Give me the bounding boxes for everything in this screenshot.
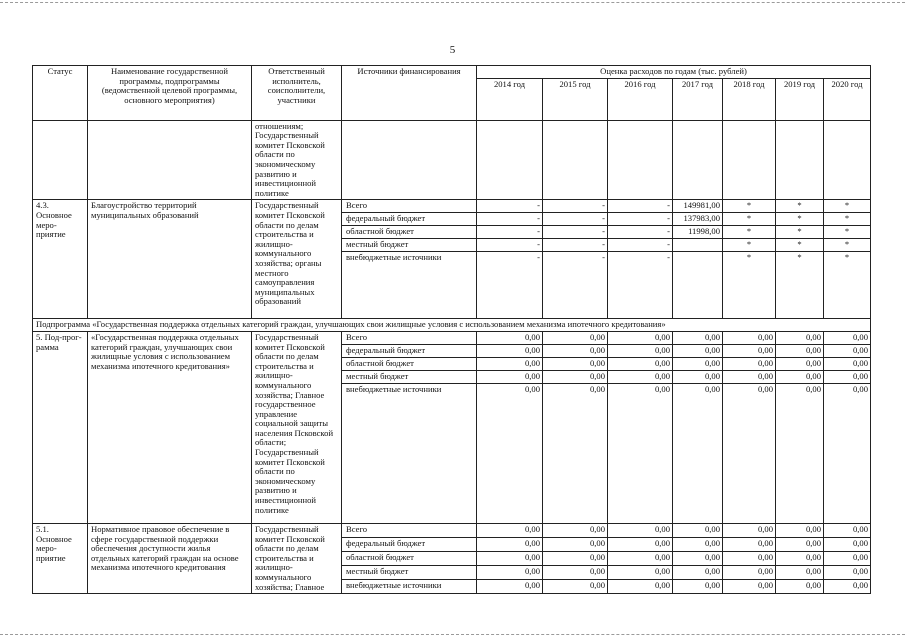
value-cell: 0,00 [608, 523, 673, 537]
value-cell: * [776, 200, 824, 213]
value-cell: * [723, 226, 776, 239]
cont-executor: отношениям; Государственный комитет Псковской области по экономическому развитию и инвестиционной политике [252, 120, 342, 200]
top-scan-edge [0, 2, 905, 3]
value-cell: 0,00 [673, 566, 723, 580]
value-cell: 0,00 [824, 331, 871, 344]
value-cell: * [824, 200, 871, 213]
value-cell: - [608, 252, 673, 319]
source-cell: внебюджетные источники [342, 580, 477, 594]
value-cell: 0,00 [477, 344, 543, 357]
value-cell: 0,00 [543, 537, 608, 551]
value-cell: * [723, 252, 776, 319]
value-cell: - [543, 200, 608, 213]
value-cell: * [776, 213, 824, 226]
value-cell: - [608, 226, 673, 239]
value-cell: - [608, 200, 673, 213]
value-cell: 0,00 [543, 331, 608, 344]
header-name: Наименование государственной программы, подпрограммы (ведомственной целевой программы, основного мероприятия) [88, 66, 252, 121]
value-cell: - [477, 239, 543, 252]
value-cell: * [723, 213, 776, 226]
table-row [33, 331, 871, 344]
value-cell: 0,00 [824, 580, 871, 594]
value-cell: - [543, 252, 608, 319]
cont-name [88, 120, 252, 200]
value-cell: 0,00 [776, 552, 824, 566]
value-cell: 0,00 [608, 537, 673, 551]
page-number: 5 [449, 44, 456, 56]
value-cell: 0,00 [776, 331, 824, 344]
value-cell: 0,00 [723, 383, 776, 523]
source-cell: местный бюджет [342, 239, 477, 252]
value-cell: 0,00 [673, 537, 723, 551]
value-cell: - [543, 239, 608, 252]
budget-table [32, 65, 871, 594]
row-name: Нормативное правовое обеспечение в сфере государственной поддержки обеспечения доступности жилья отдельных категорий граждан на основе механизма ипотечного кредитования [88, 523, 252, 593]
value-cell: 0,00 [776, 383, 824, 523]
value-cell: * [776, 252, 824, 319]
value-cell: - [477, 200, 543, 213]
value-cell: 0,00 [673, 357, 723, 370]
source-cell: Всего [342, 523, 477, 537]
table-row [33, 200, 871, 213]
header-estimate: Оценка расходов по годам (тыс. рублей) [477, 66, 871, 79]
row-executor: Государственный комитет Псковской области по делам строительства и жилищно-коммунального хозяйства; Главное [252, 523, 342, 593]
value-cell: 0,00 [477, 552, 543, 566]
source-cell: внебюджетные источники [342, 383, 477, 523]
row-status: 4.3. Основное меро-приятие [33, 200, 88, 319]
value-cell: 11998,00 [673, 226, 723, 239]
subprogram-title-row [33, 319, 871, 332]
value-cell: * [776, 239, 824, 252]
value-cell: 0,00 [477, 537, 543, 551]
continuation-row [33, 120, 871, 200]
value-cell: * [776, 226, 824, 239]
value-cell: 0,00 [824, 523, 871, 537]
value-cell: 0,00 [824, 566, 871, 580]
value-cell: 0,00 [824, 344, 871, 357]
row-name: «Государственная поддержка отдельных категорий граждан, улучшающих свои жилищные условия с использованием механизма ипотечного кредитования» [88, 331, 252, 523]
value-cell: 0,00 [776, 580, 824, 594]
value-cell: 0,00 [723, 566, 776, 580]
value-cell: 0,00 [824, 370, 871, 383]
value-cell: 0,00 [608, 370, 673, 383]
cont-sources [342, 120, 477, 200]
value-cell: * [723, 200, 776, 213]
value-cell: 0,00 [723, 357, 776, 370]
value-cell: 0,00 [608, 331, 673, 344]
value-cell: 0,00 [723, 537, 776, 551]
value-cell: 0,00 [543, 580, 608, 594]
value-cell: 0,00 [673, 344, 723, 357]
value-cell: 0,00 [673, 370, 723, 383]
value-cell: 0,00 [776, 357, 824, 370]
value-cell: 0,00 [776, 344, 824, 357]
value-cell: * [824, 226, 871, 239]
source-cell: Всего [342, 200, 477, 213]
value-cell: 0,00 [723, 331, 776, 344]
header-year: 2014 год [477, 78, 543, 120]
subprogram-title: Подпрограмма «Государственная поддержка отдельных категорий граждан, улучшающих свои жилищные условия с использованием механизма ипотечного кредитования» [33, 319, 871, 332]
row-status: 5.1. Основное меро-приятие [33, 523, 88, 593]
value-cell: 0,00 [776, 523, 824, 537]
value-cell: 0,00 [477, 566, 543, 580]
header-status: Статус [33, 66, 88, 121]
header-sources: Источники финансирования [342, 66, 477, 121]
source-cell: местный бюджет [342, 370, 477, 383]
value-cell: - [477, 252, 543, 319]
row-status: 5. Под-прог-рамма [33, 331, 88, 523]
header-year: 2019 год [776, 78, 824, 120]
value-cell: 0,00 [608, 344, 673, 357]
value-cell: - [543, 213, 608, 226]
value-cell: 0,00 [477, 383, 543, 523]
source-cell: местный бюджет [342, 566, 477, 580]
value-cell: * [824, 239, 871, 252]
value-cell: 0,00 [673, 331, 723, 344]
source-cell: областной бюджет [342, 226, 477, 239]
value-cell: * [824, 252, 871, 319]
table-row [33, 523, 871, 537]
value-cell: * [824, 213, 871, 226]
value-cell: 0,00 [723, 370, 776, 383]
header-year: 2016 год [608, 78, 673, 120]
row-executor: Государственный комитет Псковской области по делам строительства и жилищно-коммунального хозяйства; органы местного самоуправления муниципальных образований [252, 200, 342, 319]
value-cell: 0,00 [608, 383, 673, 523]
value-cell: 0,00 [824, 383, 871, 523]
value-cell: 137983,00 [673, 213, 723, 226]
value-cell: 0,00 [673, 383, 723, 523]
source-cell: федеральный бюджет [342, 344, 477, 357]
value-cell: 0,00 [776, 537, 824, 551]
value-cell: 0,00 [824, 552, 871, 566]
source-cell: Всего [342, 331, 477, 344]
header-year: 2018 год [723, 78, 776, 120]
value-cell: - [477, 226, 543, 239]
value-cell: 0,00 [723, 580, 776, 594]
value-cell: 0,00 [543, 552, 608, 566]
value-cell: 0,00 [477, 370, 543, 383]
value-cell: 0,00 [673, 580, 723, 594]
source-cell: федеральный бюджет [342, 213, 477, 226]
header-year: 2017 год [673, 78, 723, 120]
value-cell: 0,00 [543, 370, 608, 383]
value-cell: - [608, 213, 673, 226]
value-cell: 0,00 [543, 357, 608, 370]
value-cell: 0,00 [776, 370, 824, 383]
value-cell: - [543, 226, 608, 239]
value-cell: 0,00 [608, 580, 673, 594]
value-cell [673, 252, 723, 319]
value-cell: 0,00 [477, 331, 543, 344]
row-executor: Государственный комитет Псковской области по делам строительства и жилищно-коммунального хозяйства; Главное государственное управление социальной защиты населения Псковской области; Государственный комитет Псковской области по экономическому развитию и инвестиционной политике [252, 331, 342, 523]
value-cell: 0,00 [673, 523, 723, 537]
source-cell: внебюджетные источники [342, 252, 477, 319]
value-cell: 0,00 [608, 566, 673, 580]
value-cell: - [608, 239, 673, 252]
cont-status [33, 120, 88, 200]
source-cell: областной бюджет [342, 552, 477, 566]
header-year: 2015 год [543, 78, 608, 120]
value-cell: 0,00 [543, 383, 608, 523]
value-cell: 0,00 [776, 566, 824, 580]
value-cell: 0,00 [608, 552, 673, 566]
value-cell: 0,00 [824, 537, 871, 551]
value-cell: 0,00 [824, 357, 871, 370]
source-cell: областной бюджет [342, 357, 477, 370]
value-cell: 0,00 [543, 566, 608, 580]
value-cell: 0,00 [723, 523, 776, 537]
value-cell: 0,00 [543, 523, 608, 537]
value-cell: 0,00 [608, 357, 673, 370]
value-cell: 0,00 [477, 523, 543, 537]
bottom-scan-edge [0, 634, 905, 635]
value-cell: 0,00 [477, 580, 543, 594]
header-year: 2020 год [824, 78, 871, 120]
value-cell: 0,00 [673, 552, 723, 566]
value-cell: 0,00 [723, 552, 776, 566]
value-cell: - [477, 213, 543, 226]
row-name: Благоустройство территорий муниципальных образований [88, 200, 252, 319]
value-cell [673, 239, 723, 252]
source-cell: федеральный бюджет [342, 537, 477, 551]
value-cell: 0,00 [477, 357, 543, 370]
value-cell: 0,00 [543, 344, 608, 357]
value-cell: * [723, 239, 776, 252]
header-executor: Ответственный исполнитель, соисполнители, участники [252, 66, 342, 121]
value-cell: 0,00 [723, 344, 776, 357]
value-cell: 149981,00 [673, 200, 723, 213]
